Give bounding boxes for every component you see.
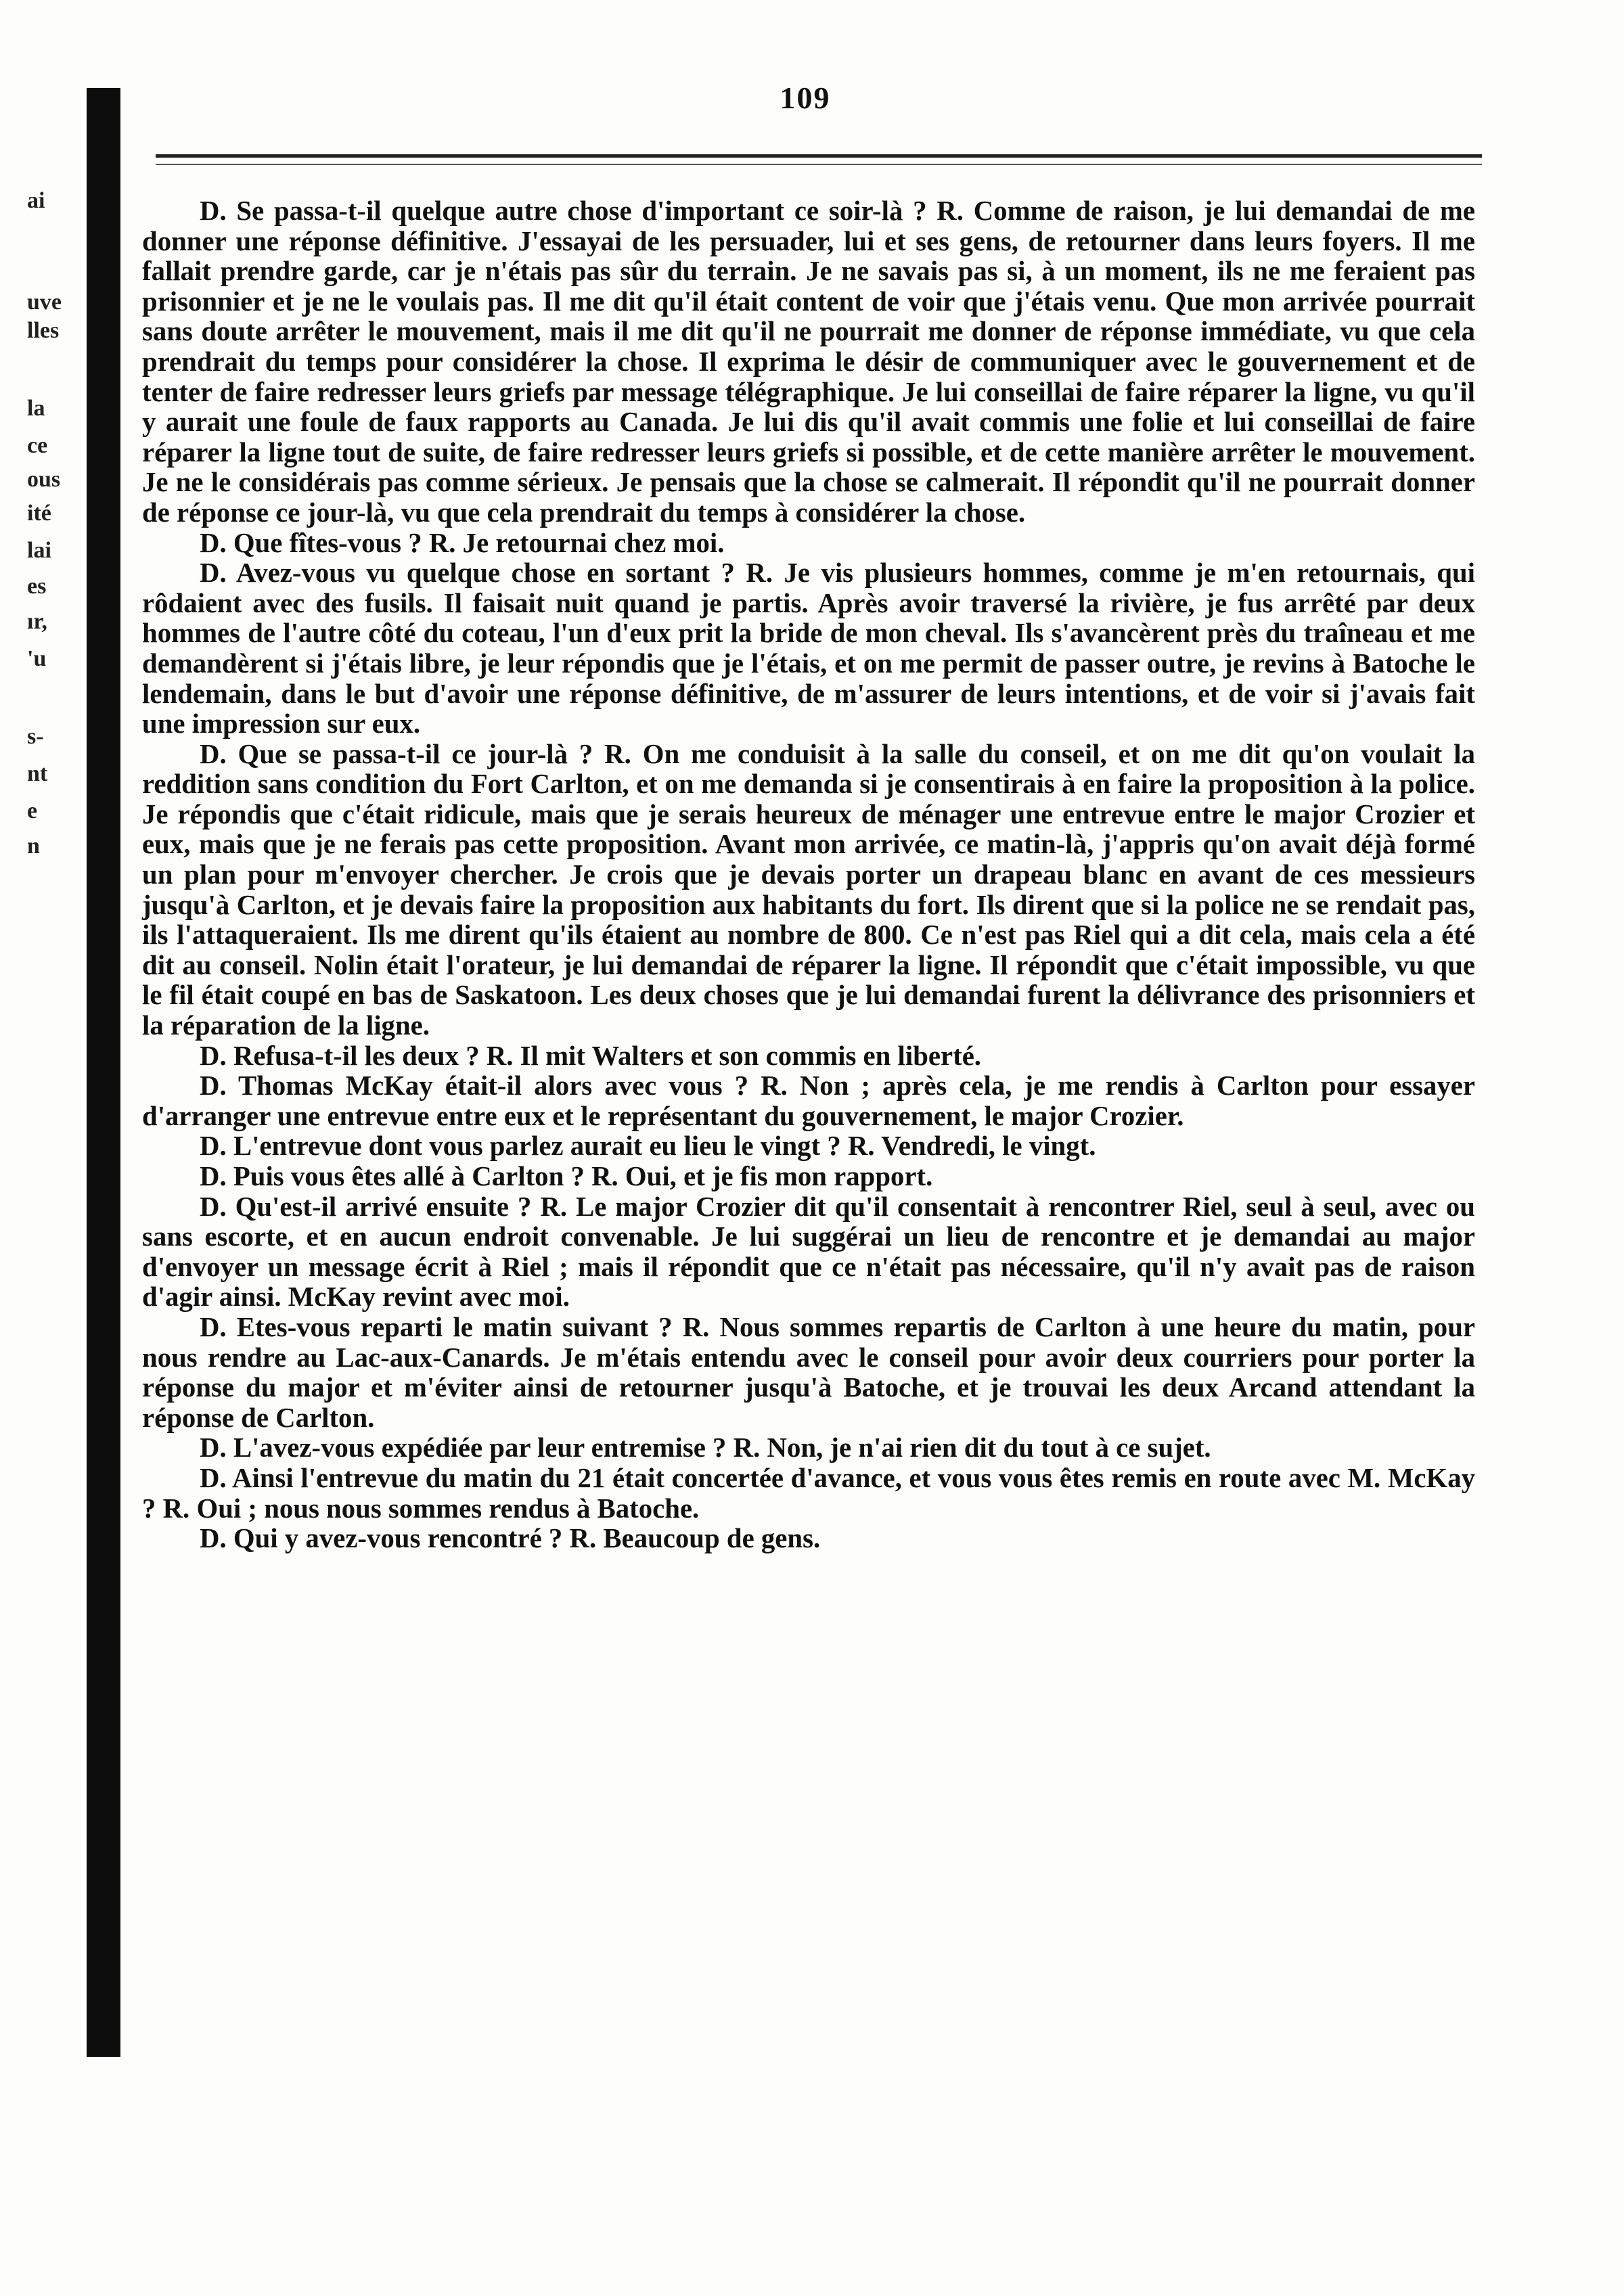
paragraph: D. Se passa-t-il quelque autre chose d'important ce soir-là ? R. Comme de raison, je lui demandai de me donner une réponse définitive. J'essayai de les persuader, lui et ses gens, de retourner dans leurs foyers. Il me fallait prendre garde, car je n'étais pas sûr du terrain. Je ne savais pas si, à un moment, ils ne me feraient pas prisonnier et je ne le voulais pas. Il me dit qu'il était content de voir que j'étais venu. Que mon arrivée pourrait sans doute arrêter le mouvement, mais il me dit qu'il ne pourrait me donner de réponse immédiate, vu que cela prendrait du temps pour considérer la chose. Il exprima le désir de communiquer avec le gouvernement et de tenter de faire redresser leurs griefs par message télégraphique. Je lui conseillai de faire réparer la ligne, vu qu'il y aurait une foule de faux rapports au Canada. Je lui dis qu'il avait commis une folie et lui conseillai de faire réparer la ligne tout de suite, de faire redresser leurs griefs si possible, et de cette manière arrêter le mouvement. Je ne le considérais pas comme sérieux. Je pensais que la chose se calmerait. Il répondit qu'il ne pourrait donner de réponse ce jour-là, vu que cela prendrait du temps à considérer la chose. — [142, 196, 1475, 528]
margin-fragment: ité — [27, 501, 51, 526]
margin-fragment: nt — [27, 761, 48, 786]
margin-fragment: ır, — [27, 609, 47, 634]
paragraph: D. Que fîtes-vous ? R. Je retournai chez moi. — [200, 527, 725, 558]
paragraph: D. Avez-vous vu quelque chose en sortant ? R. Je vis plusieurs hommes, comme je m'en retournais, qui rôdaient avec des fusils. Il faisait nuit quand je partis. Après avoir traversé la rivière, je fus arrêté par deux hommes de l'autre côté du coteau, l'un d'eux prit la bride de mon cheval. Ils s'avancèrent près du traîneau et me demandèrent si j'étais libre, je leur répondis que je l'étais, et on me permit de passer outre, je revins à Batoche le lendemain, dans le but d'avoir une réponse définitive, de m'assurer de leurs intentions, et de voir si j'avais fait une impression sur eux. — [142, 558, 1475, 740]
paragraph: D. Thomas McKay était-il alors avec vous ? R. Non ; après cela, je me rendis à Carlton pour essayer d'arranger une entrevue entre eux et le représentant du gouvernement, le major Crozier. — [142, 1070, 1475, 1131]
margin-fragment: ous — [27, 467, 61, 492]
paragraph: D. L'entrevue dont vous parlez aurait eu lieu le vingt ? R. Vendredi, le vingt. — [200, 1131, 1096, 1162]
margin-fragment: lles — [27, 318, 60, 343]
margin-fragment: ai — [27, 188, 45, 213]
paragraph: D. Ainsi l'entrevue du matin du 21 était concertée d'avance, et vous vous êtes remis en route avec M. McKay ? R. Oui ; nous nous sommes rendus à Batoche. — [142, 1462, 1475, 1524]
margin-fragment: 'u — [27, 646, 47, 671]
margin-fragment: lai — [27, 538, 51, 563]
facing-page-margin — [0, 0, 81, 2295]
margin-fragment: ce — [27, 433, 48, 458]
page-number: 109 — [780, 81, 831, 115]
margin-fragment: s- — [27, 724, 44, 749]
margin-fragment: la — [27, 396, 45, 421]
header-rule-thin — [156, 164, 1482, 165]
margin-fragment: e — [27, 798, 38, 823]
margin-fragment: es — [27, 574, 47, 599]
header-rule — [156, 154, 1482, 158]
paragraph: D. Qui y avez-vous rencontré ? R. Beaucoup de gens. — [200, 1523, 821, 1554]
paragraph: D. Qu'est-il arrivé ensuite ? R. Le major Crozier dit qu'il consentait à rencontrer Riel, seul à seul, avec ou sans escorte, et en aucun endroit convenable. Je lui suggérai un lieu de rencontre et je demandai au major d'envoyer un message écrit à Riel ; mais il répondit que ce n'était pas nécessaire, qu'il n'y avait pas de raison d'agir ainsi. McKay revint avec moi. — [142, 1191, 1475, 1313]
margin-fragment: n — [27, 834, 40, 859]
paragraph: D. Etes-vous reparti le matin suivant ? R. Nous sommes repartis de Carlton à une heure du matin, pour nous rendre au Lac-aux-Canards. Je m'étais entendu avec le conseil pour avoir deux courriers pour porter la réponse du major et m'éviter ainsi de retourner jusqu'à Batoche, et je trouvai les deux Arcand attendant la réponse de Carlton. — [142, 1311, 1475, 1433]
paragraph: D. Puis vous êtes allé à Carlton ? R. Oui, et je fis mon rapport. — [200, 1161, 933, 1191]
paragraph: D. Que se passa-t-il ce jour-là ? R. On me conduisit à la salle du conseil, et on me dit qu'on voulait la reddition sans condition du Fort Carlton, et on me demanda si je consentirais à en faire la proposition à la police. Je répondis que c'était ridicule, mais que je serais heureux de ménager une entrevue entre le major Crozier et eux, mais que je ne ferais pas cette proposition. Avant mon arrivée, ce matin-là, j'appris qu'on avait déjà formé un plan pour m'envoyer chercher. Je crois que je devais porter un drapeau blanc en avant de ces messieurs jusqu'à Carlton, et je devais faire la proposition aux habitants du fort. Ils dirent que si la police ne se rendait pas, ils l'attaqueraient. Ils me dirent qu'ils étaient au nombre de 800. Ce n'est pas Riel qui a dit cela, mais cela a été dit au conseil. Nolin était l'orateur, je lui demandai de réparer la ligne. Il répondit que c'était impossible, vu que le fil était coupé en bas de Saskatoon. Les deux choses que je lui demandai furent la délivrance des prisonniers et la réparation de la ligne. — [142, 738, 1475, 1041]
testimony-text — [142, 196, 1475, 1554]
paragraph: D. Refusa-t-il les deux ? R. Il mit Walters et son commis en liberté. — [200, 1040, 982, 1071]
paragraph: D. L'avez-vous expédiée par leur entremise ? R. Non, je n'ai rien dit du tout à ce sujet. — [200, 1432, 1211, 1463]
binding-shadow — [87, 88, 120, 2057]
margin-fragment: uve — [27, 290, 62, 315]
